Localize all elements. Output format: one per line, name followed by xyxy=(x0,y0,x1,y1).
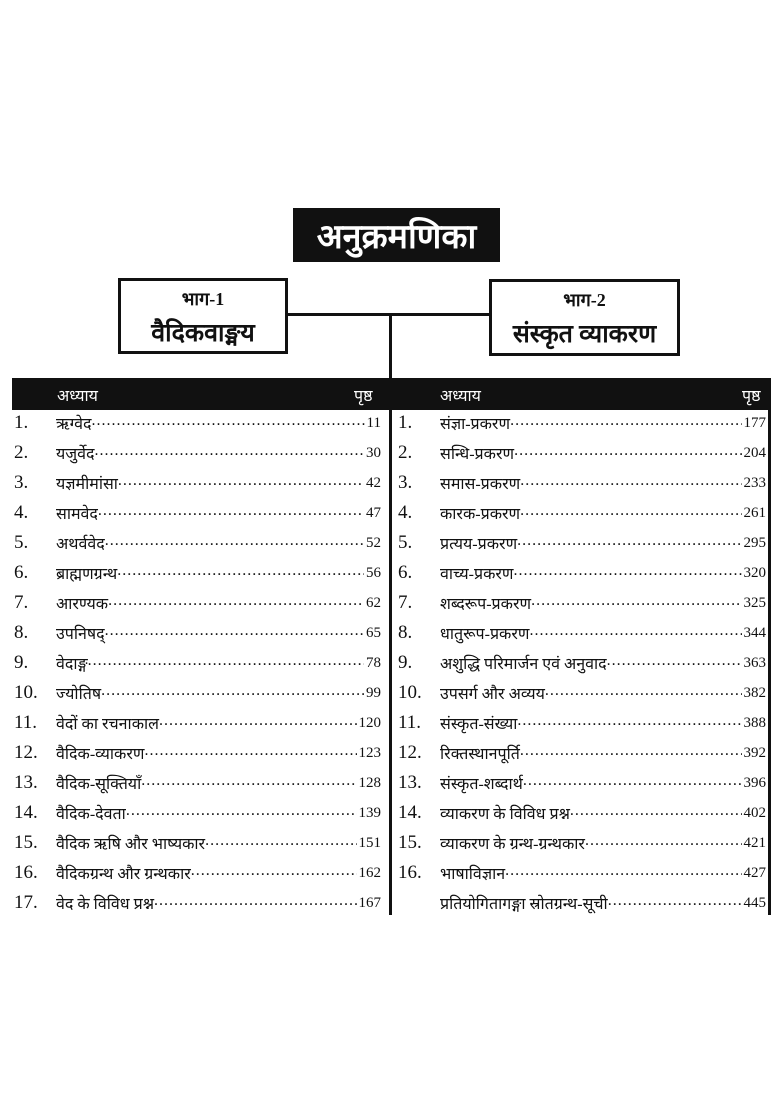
entry-page: 151 xyxy=(358,834,381,851)
entry-number: 9. xyxy=(398,652,413,673)
entry-number: 6. xyxy=(14,562,29,583)
entry-title: धातुरूप-प्रकरण xyxy=(440,626,530,643)
leader-dots xyxy=(517,712,741,734)
toc-entry xyxy=(398,738,766,768)
toc-entry xyxy=(14,888,381,918)
page-title: अनुक्रमणिका xyxy=(293,208,500,262)
entry-title: ऋग्वेद xyxy=(56,416,92,433)
toc-entry xyxy=(14,618,381,648)
entry-title: वैदिक-देवता xyxy=(56,806,126,823)
toc-entry xyxy=(398,498,766,528)
leader-dots xyxy=(101,682,364,704)
entry-page: 388 xyxy=(743,714,766,731)
entry-title: वैदिक-सूक्तियाँ xyxy=(56,776,142,793)
entry-title: सामवेद xyxy=(56,506,98,523)
toc-entry xyxy=(398,858,766,888)
entry-title: आरण्यक xyxy=(56,596,109,613)
entry-number: 4. xyxy=(14,502,29,523)
entry-number: 3. xyxy=(14,472,29,493)
leader-dots xyxy=(117,562,364,584)
entry-page: 421 xyxy=(743,834,766,851)
entry-page: 62 xyxy=(366,594,381,611)
entry-page: 445 xyxy=(743,894,766,911)
toc-entry xyxy=(398,768,766,798)
entry-title: वेद के विविध प्रश्न xyxy=(56,896,155,913)
entry-number: 5. xyxy=(398,532,413,553)
leader-dots xyxy=(205,832,356,854)
entry-number: 14. xyxy=(398,802,422,823)
column-divider xyxy=(389,313,392,915)
leader-dots xyxy=(607,652,742,674)
toc-entry xyxy=(14,498,381,528)
leader-dots xyxy=(88,652,364,674)
leader-dots xyxy=(517,532,741,554)
entry-title: यज्ञमीमांसा xyxy=(56,476,118,493)
left-chapter-header: अध्याय xyxy=(57,388,98,405)
entry-number: 12. xyxy=(14,742,38,763)
leader-dots xyxy=(141,772,356,794)
entry-number: 10. xyxy=(14,682,38,703)
toc-entry xyxy=(398,828,766,858)
toc-entry xyxy=(398,558,766,588)
entry-page: 392 xyxy=(743,744,766,761)
leader-dots xyxy=(520,472,741,494)
toc-entry xyxy=(398,468,766,498)
entry-title: अथर्ववेद xyxy=(56,536,105,553)
entry-number: 2. xyxy=(398,442,413,463)
toc-entry xyxy=(14,588,381,618)
entry-number: 13. xyxy=(398,772,422,793)
entry-page: 320 xyxy=(743,564,766,581)
part1-name: वैदिकवाङ्मय xyxy=(151,320,255,347)
entry-title: वेदाङ्ग xyxy=(56,656,88,673)
leader-dots xyxy=(108,592,364,614)
entry-number: 15. xyxy=(398,832,422,853)
entry-number: 5. xyxy=(14,532,29,553)
entry-page: 382 xyxy=(743,684,766,701)
left-page-header: पृष्ठ xyxy=(354,388,373,405)
entry-page: 204 xyxy=(743,444,766,461)
leader-dots xyxy=(520,742,742,764)
entry-number: 12. xyxy=(398,742,422,763)
entry-title: ज्योतिष xyxy=(56,686,102,703)
toc-entry xyxy=(14,768,381,798)
toc-entry xyxy=(398,678,766,708)
entry-number: 6. xyxy=(398,562,413,583)
entry-number: 13. xyxy=(14,772,38,793)
entry-title: वैदिक ऋषि और भाष्यकार xyxy=(56,836,206,853)
entry-title: कारक-प्रकरण xyxy=(440,506,521,523)
entry-title: समास-प्रकरण xyxy=(440,476,521,493)
leader-dots xyxy=(98,502,364,524)
entry-page: 120 xyxy=(358,714,381,731)
entry-number: 9. xyxy=(14,652,29,673)
entry-page: 162 xyxy=(358,864,381,881)
leader-dots xyxy=(159,712,357,734)
entry-page: 11 xyxy=(366,414,381,431)
entry-page: 123 xyxy=(358,744,381,761)
toc-entry xyxy=(14,708,381,738)
leader-dots xyxy=(545,682,742,704)
leader-dots xyxy=(523,772,742,794)
leader-dots xyxy=(514,442,741,464)
entry-title: भाषाविज्ञान xyxy=(440,866,506,883)
entry-title: संस्कृत-शब्दार्थ xyxy=(440,776,523,793)
entry-page: 42 xyxy=(366,474,381,491)
entry-number: 17. xyxy=(14,892,38,913)
entry-title: सन्धि-प्रकरण xyxy=(440,446,515,463)
entry-title: रिक्तस्थानपूर्ति xyxy=(440,746,520,763)
entry-title: प्रत्यय-प्रकरण xyxy=(440,536,518,553)
entry-number: 7. xyxy=(14,592,29,613)
entry-page: 56 xyxy=(366,564,381,581)
leader-dots xyxy=(118,472,364,494)
entry-page: 177 xyxy=(743,414,766,431)
entry-number: 14. xyxy=(14,802,38,823)
leader-dots xyxy=(105,622,364,644)
entry-title: ब्राह्मणग्रन्थ xyxy=(56,566,118,583)
entry-page: 402 xyxy=(743,804,766,821)
entry-page: 344 xyxy=(743,624,766,641)
leader-dots xyxy=(105,532,364,554)
entry-title: वैदिक-व्याकरण xyxy=(56,746,145,763)
entry-page: 99 xyxy=(366,684,381,701)
toc-entry xyxy=(398,528,766,558)
toc-entry xyxy=(398,708,766,738)
entry-page: 47 xyxy=(366,504,381,521)
toc-entry xyxy=(398,408,766,438)
entry-page: 128 xyxy=(358,774,381,791)
entry-page: 65 xyxy=(366,624,381,641)
part2-label: भाग-2 xyxy=(563,290,606,310)
toc-entry xyxy=(398,438,766,468)
leader-dots xyxy=(92,412,365,434)
entry-title: वाच्य-प्रकरण xyxy=(440,566,514,583)
entry-page: 139 xyxy=(358,804,381,821)
entry-title: अशुद्धि परिमार्जन एवं अनुवाद xyxy=(440,656,607,673)
leader-dots xyxy=(570,802,742,824)
toc-entry xyxy=(398,648,766,678)
toc-entry xyxy=(14,528,381,558)
toc-entry xyxy=(14,678,381,708)
entry-page: 261 xyxy=(743,504,766,521)
right-chapter-header: अध्याय xyxy=(440,388,481,405)
entry-title: प्रतियोगितागङ्गा स्रोतग्रन्थ-सूची xyxy=(440,896,608,913)
entry-number: 2. xyxy=(14,442,29,463)
toc-entry xyxy=(398,798,766,828)
toc-entry xyxy=(14,858,381,888)
leader-dots xyxy=(144,742,356,764)
toc-entry xyxy=(398,888,766,918)
leader-dots xyxy=(585,832,742,854)
entry-page: 167 xyxy=(358,894,381,911)
entry-number: 1. xyxy=(398,412,413,433)
entry-page: 363 xyxy=(743,654,766,671)
entry-page: 295 xyxy=(743,534,766,551)
leader-dots xyxy=(126,802,357,824)
entry-number: 16. xyxy=(14,862,38,883)
entry-number: 15. xyxy=(14,832,38,853)
right-border xyxy=(768,378,771,915)
entry-number: 11. xyxy=(398,712,422,733)
entry-page: 233 xyxy=(743,474,766,491)
entry-number: 10. xyxy=(398,682,422,703)
entry-page: 30 xyxy=(366,444,381,461)
leader-dots xyxy=(191,862,357,884)
entry-title: व्याकरण के विविध प्रश्न xyxy=(440,806,570,823)
leader-dots xyxy=(95,442,364,464)
entry-title: व्याकरण के ग्रन्थ-ग्रन्थकार xyxy=(440,836,585,853)
entry-title: शब्दरूप-प्रकरण xyxy=(440,596,532,613)
toc-entry xyxy=(14,738,381,768)
entry-number: 3. xyxy=(398,472,413,493)
leader-dots xyxy=(514,562,742,584)
part2-name: संस्कृत व्याकरण xyxy=(512,321,657,348)
leader-dots xyxy=(505,862,741,884)
entry-page: 325 xyxy=(743,594,766,611)
entry-page: 52 xyxy=(366,534,381,551)
entry-title: उपनिषद् xyxy=(56,626,105,643)
leader-dots xyxy=(510,412,741,434)
part1-box xyxy=(118,278,288,354)
entry-page: 78 xyxy=(366,654,381,671)
toc-entry xyxy=(14,648,381,678)
leader-dots xyxy=(154,892,356,914)
entry-page: 396 xyxy=(743,774,766,791)
leader-dots xyxy=(531,592,741,614)
entry-number: 1. xyxy=(14,412,29,433)
part1-label: भाग-1 xyxy=(181,289,225,309)
toc-entry xyxy=(14,558,381,588)
part2-box xyxy=(489,279,680,356)
entry-number: 16. xyxy=(398,862,422,883)
entry-number: 11. xyxy=(14,712,38,733)
entry-page: 427 xyxy=(743,864,766,881)
entry-title: वैदिकग्रन्थ और ग्रन्थकार xyxy=(56,866,191,883)
right-page-header: पृष्ठ xyxy=(742,388,761,405)
toc-entry xyxy=(14,828,381,858)
toc-entry xyxy=(14,468,381,498)
entry-number: 7. xyxy=(398,592,413,613)
entry-number: 4. xyxy=(398,502,413,523)
entry-title: उपसर्ग और अव्यय xyxy=(440,686,545,703)
entry-title: यजुर्वेद xyxy=(56,446,95,463)
entry-title: संज्ञा-प्रकरण xyxy=(440,416,511,433)
toc-entry xyxy=(14,408,381,438)
entry-title: वेदों का रचनाकाल xyxy=(56,716,159,733)
leader-dots xyxy=(520,502,741,524)
leader-dots xyxy=(529,622,741,644)
toc-entry xyxy=(14,798,381,828)
leader-dots xyxy=(608,892,742,914)
toc-entry xyxy=(398,588,766,618)
toc-entry xyxy=(398,618,766,648)
entry-number: 8. xyxy=(398,622,413,643)
toc-entry xyxy=(14,438,381,468)
entry-title: संस्कृत-संख्या xyxy=(440,716,518,733)
entry-number: 8. xyxy=(14,622,29,643)
